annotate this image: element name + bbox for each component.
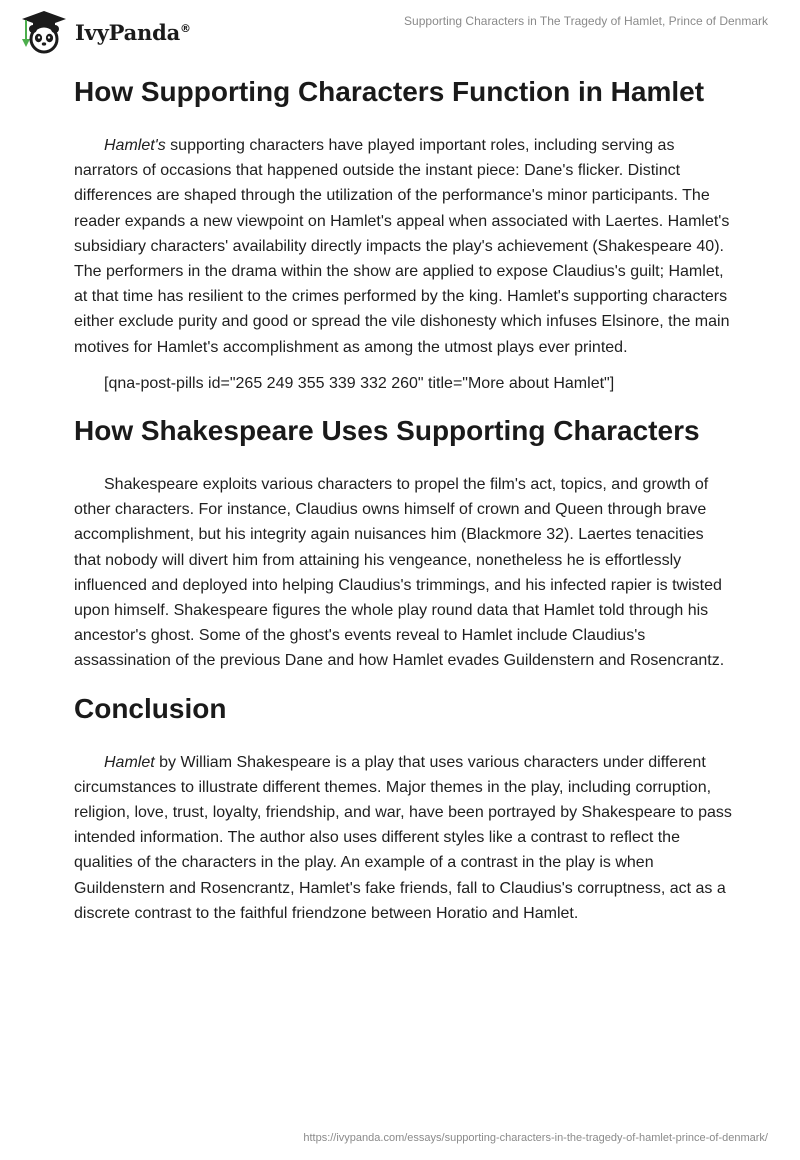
page-header: [0, 0, 800, 70]
italic-title: Hamlet's: [104, 137, 166, 154]
paragraph-text: by William Shakespeare is a play that uses various characters under different circumstances to illustrate different themes. Major themes in the play, including corruption, religion, love, trust, loyalty, friendship, and war, have been portrayed by Shakespeare to pass intended information. The author also uses different styles like a contrast to reflect the qualities of the characters in the play. An example of a contrast in the play is when Guildenstern and Rosencrantz, Hamlet's fake friends, fall to Claudius's corruptness, act as a discrete contrast to the faithful friendzone between Horatio and Hamlet.: [74, 753, 732, 922]
ivypanda-logo[interactable]: [16, 9, 191, 55]
section-paragraph-function: [74, 133, 734, 360]
essay-content: [74, 70, 734, 926]
brand-name: IvyPanda®: [75, 19, 191, 45]
paragraph-text: Shakespeare exploits various characters to propel the film's act, topics, and growth of other characters. For instance, Claudius owns himself of crown and Queen through brave accomplishment, but his integrity again nuisances him (Blackmore 32). Laertes tenacities that nobody will divert him from attaining his vengeance, nonetheless he is effortlessly influenced and deployed into helping Claudius's trimmings, and his infected rapier is twisted upon himself. Shakespeare figures the whole play round data that Hamlet told through his ancestor's ghost. Some of the ghost's events reveal to Hamlet include Claudius's assassination of the previous Dane and how Hamlet evades Guildenstern and Rosencrantz.: [74, 476, 725, 670]
section-heading-conclusion: Conclusion: [74, 692, 227, 724]
italic-title: Hamlet: [104, 753, 155, 771]
qna-shortcode: [qna-post-pills id="265 249 355 339 332 260" title="More about Hamlet"]: [104, 374, 615, 392]
section-heading-function: How Supporting Characters Function in Hamlet: [74, 76, 705, 107]
document-title: Supporting Characters in The Tragedy of Hamlet, Prince of Denmark: [404, 14, 768, 28]
paragraph-text: supporting characters have played important roles, including serving as narrators of occasions that happened outside the instant piece: Dane's flicker. Distinct differences are shaped through the utilization of the performance's minor participants. The reader expands a new viewpoint on Hamlet's appeal when associated with Laertes. Hamlet's subsidiary characters' availability directly impacts the play's achievement (Shakespeare 40). The performers in the drama within the show are applied to expose Claudius's guilt; Hamlet, at that time has resilient to the crimes performed by the king. Hamlet's supporting characters either exclude purity and good or spread the vile dishonesty which infuses Elsinore, the main motives for Hamlet's accomplishment as among the utmost plays ever printed.: [74, 137, 730, 356]
section-paragraph-conclusion: [74, 750, 734, 926]
source-url[interactable]: https://ivypanda.com/essays/supporting-characters-in-the-tragedy-of-hamlet-prince-of-denmark/: [303, 1132, 768, 1144]
panda-graduation-cap-icon: [16, 9, 72, 55]
registered-mark: ®: [180, 21, 191, 35]
section-paragraph-uses: [74, 472, 734, 674]
section-heading-uses: How Shakespeare Uses Supporting Characters: [74, 415, 700, 447]
